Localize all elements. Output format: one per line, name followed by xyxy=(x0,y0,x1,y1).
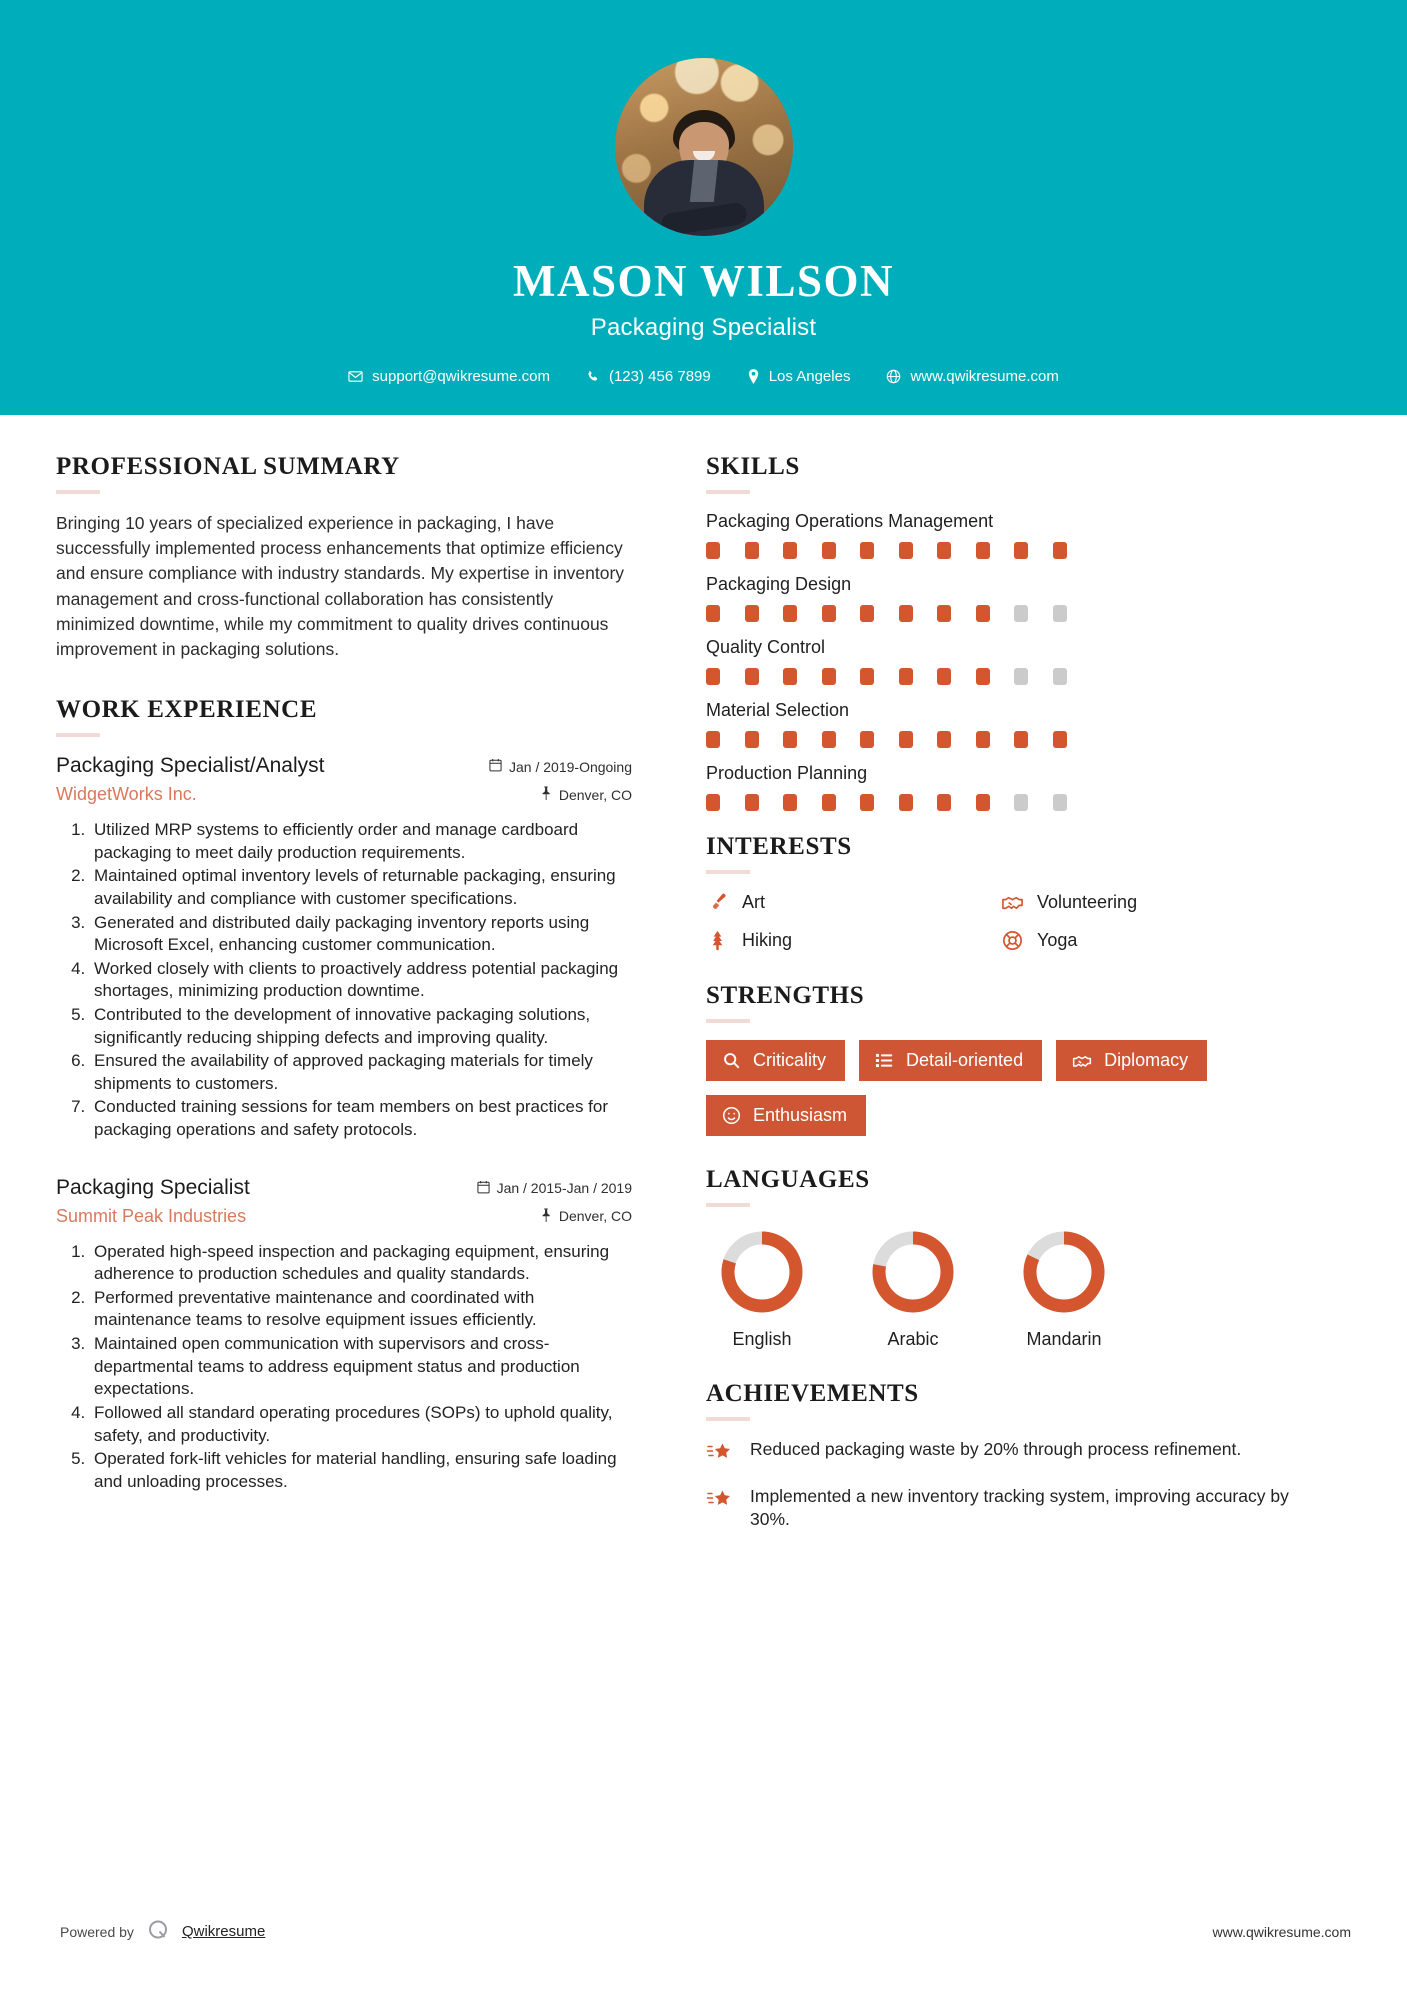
skill-dot-empty xyxy=(1053,605,1067,622)
strength-label: Criticality xyxy=(753,1050,827,1070)
section-divider xyxy=(706,1019,750,1023)
strengths-grid xyxy=(706,1040,1296,1136)
contact-phone[interactable] xyxy=(568,368,729,385)
section-work-experience xyxy=(56,696,632,1493)
job-bullet: 5. Contributed to the development of innovative packaging solutions, significantly reducing shipping defects and improving quality. xyxy=(90,1004,632,1049)
section-divider xyxy=(56,490,100,494)
job-dates xyxy=(489,758,632,775)
skill-dot-filled xyxy=(937,668,951,685)
strength-label: Diplomacy xyxy=(1104,1050,1189,1070)
skills-list xyxy=(706,511,1296,811)
job-bullet: 1. Operated high-speed inspection and packaging equipment, ensuring adherence to production schedules and quality standards. xyxy=(90,1241,632,1286)
skill-dot-filled xyxy=(937,794,951,811)
skill-dot-filled xyxy=(976,794,990,811)
skill-dot-filled xyxy=(976,605,990,622)
strength-label: Detail-oriented xyxy=(906,1050,1024,1070)
contact-email[interactable] xyxy=(330,368,568,385)
job-dates-text: Jan / 2019-Ongoing xyxy=(509,758,632,775)
job-company: WidgetWorks Inc. xyxy=(56,784,197,805)
section-strengths xyxy=(706,982,1296,1136)
achievement-text: Implemented a new inventory tracking system, improving accuracy by 30%. xyxy=(750,1486,1289,1530)
skill-dot-filled xyxy=(745,731,759,748)
skill-rating xyxy=(706,731,1296,748)
job-title: Packaging Specialist/Analyst xyxy=(56,754,325,778)
achievement-text: Reduced packaging waste by 20% through process refinement. xyxy=(750,1439,1242,1459)
shooting-star-icon xyxy=(706,1486,734,1514)
section-title-languages: LANGUAGES xyxy=(706,1166,870,1193)
job-location xyxy=(540,786,632,803)
interest-item xyxy=(1001,929,1296,952)
job-bullets xyxy=(56,1241,632,1494)
skill-dot-filled xyxy=(860,605,874,622)
skill-dot-filled xyxy=(822,668,836,685)
contact-bar xyxy=(330,368,1077,385)
interest-item xyxy=(706,891,1001,914)
job-bullet: 5. Operated fork-lift vehicles for material handling, ensuring safe loading and unloading processes. xyxy=(90,1448,632,1493)
skill-dot-filled xyxy=(860,794,874,811)
interest-label: Volunteering xyxy=(1037,892,1138,912)
skill-dot-filled xyxy=(860,731,874,748)
skill-dot-filled xyxy=(822,731,836,748)
contact-email-text: support@qwikresume.com xyxy=(372,368,550,386)
section-title-skills: SKILLS xyxy=(706,453,800,480)
page-footer xyxy=(0,1917,1407,1946)
job-role-subtitle: Packaging Specialist xyxy=(590,314,817,342)
job-bullets xyxy=(56,819,632,1142)
skill-dot-filled xyxy=(706,605,720,622)
strength-badge-enthusiasm[interactable] xyxy=(706,1095,866,1136)
skill-dot-filled xyxy=(783,794,797,811)
skill-dot-filled xyxy=(783,542,797,559)
skill-item xyxy=(706,763,1296,811)
contact-website-text: www.qwikresume.com xyxy=(910,368,1059,386)
job-location-text: Denver, CO xyxy=(558,786,632,803)
contact-phone-text: (123) 456 7899 xyxy=(608,368,711,386)
skill-dot-filled xyxy=(1053,542,1067,559)
skill-dot-filled xyxy=(745,794,759,811)
achievement-item xyxy=(706,1485,1296,1531)
resume-header xyxy=(0,0,1407,415)
avatar-collar xyxy=(689,160,717,202)
skill-item xyxy=(706,700,1296,748)
footer-powered-by xyxy=(60,1917,265,1946)
skill-dot-filled xyxy=(745,668,759,685)
section-divider xyxy=(706,1203,750,1207)
skill-item xyxy=(706,574,1296,622)
skill-label: Material Selection xyxy=(706,700,850,720)
skill-dot-filled xyxy=(976,731,990,748)
calendar-icon xyxy=(477,1180,490,1197)
handshake-icon xyxy=(1072,1051,1092,1071)
envelope-icon xyxy=(348,369,363,384)
language-item xyxy=(714,1224,810,1350)
section-title-interests: INTERESTS xyxy=(706,833,852,860)
skill-dot-filled xyxy=(745,542,759,559)
phone-icon xyxy=(586,370,600,384)
skill-dot-filled xyxy=(706,542,720,559)
skill-dot-empty xyxy=(1053,794,1067,811)
language-label: English xyxy=(732,1329,792,1349)
skill-dot-empty xyxy=(1014,668,1028,685)
strength-badge-criticality[interactable] xyxy=(706,1040,845,1081)
skill-dot-filled xyxy=(783,605,797,622)
interest-label: Yoga xyxy=(1037,930,1078,950)
languages-list xyxy=(706,1224,1296,1350)
skill-dot-filled xyxy=(706,794,720,811)
page-title: MASON WILSON xyxy=(513,256,894,306)
skill-label: Production Planning xyxy=(706,763,868,783)
interest-item xyxy=(706,929,1001,952)
footer-powered-by-label: Powered by xyxy=(60,1923,134,1940)
skill-dot-empty xyxy=(1014,794,1028,811)
right-column xyxy=(656,453,1296,1549)
language-item xyxy=(865,1224,961,1350)
skill-rating xyxy=(706,668,1296,685)
list-icon xyxy=(875,1051,894,1070)
language-donut-chart xyxy=(865,1224,961,1320)
skill-dot-filled xyxy=(937,605,951,622)
experience-entry xyxy=(56,1176,632,1494)
language-donut-chart xyxy=(1016,1224,1112,1320)
skill-dot-filled xyxy=(783,668,797,685)
section-interests xyxy=(706,833,1296,952)
skill-dot-filled xyxy=(976,668,990,685)
section-title-experience: WORK EXPERIENCE xyxy=(56,696,318,724)
paintbrush-icon xyxy=(706,891,729,914)
skill-dot-filled xyxy=(1014,731,1028,748)
skill-dot-filled xyxy=(899,605,913,622)
skill-dot-filled xyxy=(822,542,836,559)
section-achievements xyxy=(706,1380,1296,1531)
language-item xyxy=(1016,1224,1112,1350)
skill-item xyxy=(706,511,1296,559)
skill-dot-filled xyxy=(937,731,951,748)
language-donut-chart xyxy=(714,1224,810,1320)
skill-dot-filled xyxy=(822,605,836,622)
magnifier-icon xyxy=(722,1051,741,1070)
section-title-summary: PROFESSIONAL SUMMARY xyxy=(56,453,400,480)
pushpin-icon xyxy=(540,786,552,803)
section-languages xyxy=(706,1166,1296,1350)
section-divider xyxy=(706,870,750,874)
calendar-icon xyxy=(489,758,502,775)
skill-label: Packaging Operations Management xyxy=(706,511,994,531)
job-bullet: 3. Generated and distributed daily packaging inventory reports using Microsoft Excel, enhancing customer communication. xyxy=(90,912,632,957)
avatar xyxy=(615,58,793,236)
skill-dot-filled xyxy=(899,542,913,559)
skill-dot-filled xyxy=(706,668,720,685)
section-skills xyxy=(706,453,1296,811)
job-bullet: 2. Maintained optimal inventory levels of returnable packaging, ensuring availability and compliance with customer specifications. xyxy=(90,865,632,910)
skill-dot-filled xyxy=(860,668,874,685)
job-bullet: 7. Conducted training sessions for team members on best practices for packaging operations and safety protocols. xyxy=(90,1096,632,1141)
strength-label: Enthusiasm xyxy=(753,1105,848,1125)
lifebuoy-icon xyxy=(1001,929,1024,952)
q-logo-icon xyxy=(145,1917,171,1946)
interest-label: Art xyxy=(742,892,766,912)
footer-website: www.qwikresume.com xyxy=(1212,1923,1351,1940)
section-divider xyxy=(706,490,750,494)
map-pin-icon xyxy=(747,369,760,384)
interests-grid xyxy=(706,891,1296,952)
job-bullet: 2. Performed preventative maintenance and coordinated with maintenance teams to resolve equipment issues efficiently. xyxy=(90,1287,632,1332)
section-title-achievements: ACHIEVEMENTS xyxy=(706,1380,919,1407)
left-column xyxy=(56,453,656,1549)
globe-icon xyxy=(886,369,901,384)
job-location-text: Denver, CO xyxy=(558,1208,632,1225)
job-title: Packaging Specialist xyxy=(56,1175,250,1199)
smiley-icon xyxy=(722,1106,741,1125)
skill-dot-filled xyxy=(899,794,913,811)
skill-dot-filled xyxy=(1053,731,1067,748)
achievement-item xyxy=(706,1438,1296,1467)
job-dates-text: Jan / 2015-Jan / 2019 xyxy=(496,1180,632,1197)
skill-dot-empty xyxy=(1014,605,1028,622)
job-company: Summit Peak Industries xyxy=(56,1205,247,1226)
experience-entry xyxy=(56,754,632,1142)
footer-brand-link[interactable]: Qwikresume xyxy=(181,1923,266,1940)
skill-dot-filled xyxy=(976,542,990,559)
section-divider xyxy=(706,1417,750,1421)
job-bullet: 4. Followed all standard operating procedures (SOPs) to uphold quality, safety, and productivity. xyxy=(90,1402,632,1447)
skill-dot-filled xyxy=(899,731,913,748)
contact-website[interactable] xyxy=(868,368,1076,385)
strength-badge-detail-oriented[interactable] xyxy=(859,1040,1042,1081)
contact-location[interactable] xyxy=(729,368,869,385)
interest-item xyxy=(1001,891,1296,914)
skill-dot-filled xyxy=(783,731,797,748)
pushpin-icon xyxy=(540,1208,552,1225)
skill-dot-filled xyxy=(860,542,874,559)
section-divider xyxy=(56,733,100,737)
handshake-icon xyxy=(1001,891,1024,914)
job-location xyxy=(540,1208,632,1225)
job-bullet: 1. Utilized MRP systems to efficiently order and manage cardboard packaging to meet daily production requirements. xyxy=(90,819,632,864)
contact-location-text: Los Angeles xyxy=(768,368,851,386)
skill-dot-filled xyxy=(822,794,836,811)
summary-text: Bringing 10 years of specialized experience in packaging, I have successfully implemented process enhancements that optimize efficiency and ensure compliance with industry standards. My expertise in inventory management and cross-functional collaboration has consistently minimized downtime, while my commitment to quality drives continuous improvement in packaging solutions. xyxy=(56,513,625,659)
skill-dot-filled xyxy=(745,605,759,622)
interest-label: Hiking xyxy=(742,930,793,950)
job-bullet: 4. Worked closely with clients to proactively address potential packaging shortages, minimizing production downtime. xyxy=(90,958,632,1003)
skill-dot-filled xyxy=(899,668,913,685)
skill-label: Packaging Design xyxy=(706,574,852,594)
language-label: Mandarin xyxy=(1026,1329,1102,1349)
skill-label: Quality Control xyxy=(706,637,826,657)
skill-dot-empty xyxy=(1053,668,1067,685)
section-professional-summary xyxy=(56,453,632,662)
language-label: Arabic xyxy=(887,1329,939,1349)
skill-dot-filled xyxy=(1014,542,1028,559)
job-dates xyxy=(477,1180,632,1197)
job-bullet: 6. Ensured the availability of approved packaging materials for timely shipments to customers. xyxy=(90,1050,632,1095)
skill-dot-filled xyxy=(937,542,951,559)
skill-dot-filled xyxy=(706,731,720,748)
strength-badge-diplomacy[interactable] xyxy=(1056,1040,1207,1081)
shooting-star-icon xyxy=(706,1439,734,1467)
skill-rating xyxy=(706,794,1296,811)
resume-body xyxy=(0,415,1407,1549)
skill-item xyxy=(706,637,1296,685)
job-bullet: 3. Maintained open communication with supervisors and cross-departmental teams to address equipment status and production expectations. xyxy=(90,1333,632,1401)
skill-rating xyxy=(706,605,1296,622)
tree-icon xyxy=(706,929,729,952)
section-title-strengths: STRENGTHS xyxy=(706,982,865,1009)
skill-rating xyxy=(706,542,1296,559)
